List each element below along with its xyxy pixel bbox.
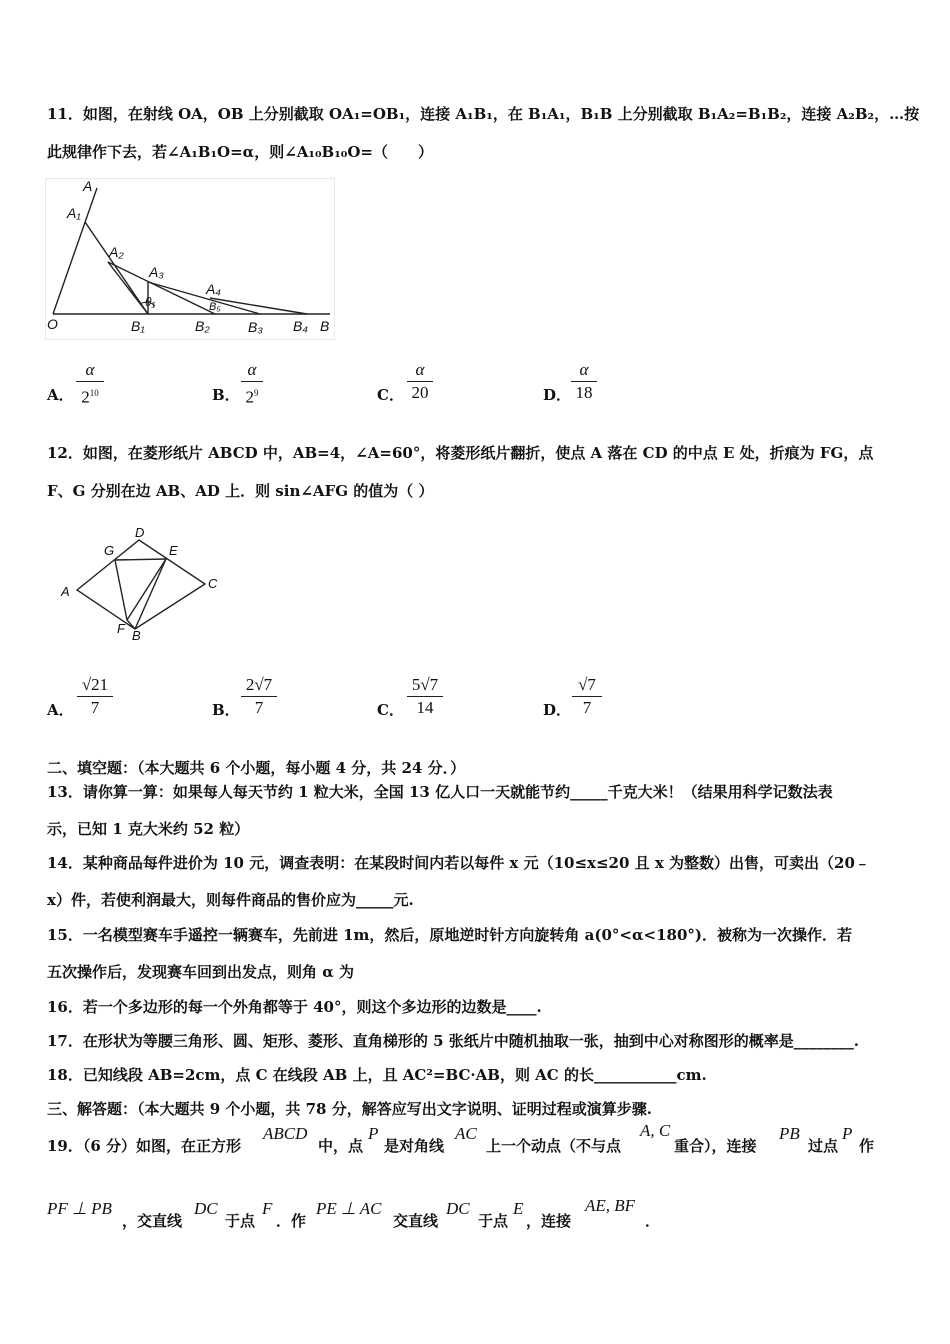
q14-line1: 14．某种商品每件进价为 10 元，调查表明：在某段时间内若以每件 x 元（10≤x≤20 且 x 为整数）出售，可卖出（20﹣	[47, 854, 870, 872]
segment-a4b4	[210, 298, 307, 314]
q19-text-11: 交直线	[393, 1212, 439, 1230]
q15-line2: 五次操作后，发现赛车回到出发点，则角 α 为	[47, 963, 354, 981]
label-D: D	[135, 525, 145, 540]
q11-option-d-fraction[interactable]	[571, 360, 597, 403]
label-A: A	[61, 584, 70, 599]
q12-option-a-label[interactable]: A．	[47, 701, 74, 719]
label-B5: B₅	[209, 301, 221, 313]
denominator: 7	[90, 698, 100, 717]
label-A1: A₁	[67, 205, 81, 221]
q11-option-b-fraction[interactable]	[241, 360, 263, 408]
q19-math-pb: PB	[779, 1124, 800, 1143]
q19-text-9: 于点	[225, 1212, 256, 1230]
denominator: 2	[81, 387, 90, 407]
label-B: B	[132, 628, 141, 643]
label-B4: B₄	[293, 318, 308, 334]
exponent: 10	[89, 388, 99, 398]
label-theta: θ₁	[145, 295, 156, 309]
q19-text-14: ．	[645, 1212, 661, 1230]
q12-line2: F、G 分别在边 AB、AD 上．则 sin∠AFG 的值为（ ）	[47, 482, 434, 500]
q19-math-dc2: DC	[446, 1199, 470, 1218]
q19-text-8: ，交直线	[122, 1212, 183, 1230]
label-E: E	[169, 543, 178, 558]
q11-option-a-label[interactable]: A．	[47, 386, 74, 404]
q12-option-b-label[interactable]: B．	[212, 701, 240, 719]
segment-ge	[115, 559, 166, 560]
denominator: 18	[575, 383, 593, 402]
denominator: 7	[254, 698, 264, 717]
q19-math-e: E	[513, 1199, 524, 1218]
q12-option-b-fraction[interactable]	[241, 675, 277, 718]
q12-option-a-fraction[interactable]	[77, 675, 113, 718]
q19-math-p2: P	[842, 1124, 853, 1143]
label-B: B	[320, 318, 330, 334]
label-A: A	[83, 178, 93, 194]
q19-math-a-c: A, C	[640, 1121, 671, 1140]
denominator: 2	[245, 387, 254, 407]
q19-text-12: 于点	[478, 1212, 509, 1230]
label-A4: A₄	[206, 281, 221, 297]
q19-text-1: 19．（6 分）如图，在正方形	[47, 1137, 242, 1155]
segment-a2b1	[108, 262, 148, 314]
q19-text-6: 过点	[808, 1137, 839, 1155]
segment-gf	[115, 560, 127, 620]
q11-option-c-label[interactable]: C．	[377, 386, 404, 404]
q16: 16．若一个多边形的每一个外角都等于 40°，则这个多边形的边数是____.	[47, 998, 542, 1016]
q11-line1: 11．如图，在射线 OA，OB 上分别截取 OA₁=OB₁，连接 A₁B₁，在 B₁A₁，B₁B 上分别截取 B₁A₂=B₁B₂，连接 A₂B₂，…按	[47, 105, 920, 123]
q12-figure	[55, 522, 230, 647]
q11-option-b-label[interactable]: B．	[212, 386, 240, 404]
numerator: √21	[81, 675, 109, 694]
q17: 17．在形状为等腰三角形、圆、矩形、菱形、直角梯形的 5 张纸片中随机抽取一张，抽到中心对称图形的概率是________.	[47, 1032, 859, 1050]
q15-line1: 15．一名模型赛车手遥控一辆赛车，先前进 1m，然后，原地逆时针方向旋转角 a(0°<α<180°)．被称为一次操作．若	[47, 926, 852, 944]
q11-option-a-fraction[interactable]	[76, 360, 104, 408]
segment-a1b1	[85, 222, 148, 314]
label-F: F	[117, 621, 125, 636]
segment-ef	[127, 559, 166, 620]
q19-math-abcd: ABCD	[263, 1124, 308, 1143]
q19-math-pe-perp-ac: PE ⊥ AC	[316, 1199, 382, 1218]
q19-text-7: 作	[859, 1137, 875, 1155]
denominator: 7	[582, 698, 592, 717]
q14-line2: x）件，若使利润最大，则每件商品的售价应为_____元.	[47, 891, 414, 909]
q19-math-ae-bf: AE, BF	[585, 1196, 636, 1215]
label-O: O	[47, 316, 58, 332]
label-B1: B₁	[131, 318, 145, 334]
q11-line2: 此规律作下去，若∠A₁B₁O=α，则∠A₁₀B₁₀O=（ ）	[47, 143, 434, 161]
q19-text-13: ，连接	[526, 1212, 572, 1230]
q19-math-dc: DC	[194, 1199, 218, 1218]
q12-option-d-label[interactable]: D．	[543, 701, 572, 719]
label-G: G	[104, 543, 115, 558]
numerator: α	[415, 360, 425, 379]
q11-option-d-label[interactable]: D．	[543, 386, 572, 404]
q19-math-ac: AC	[455, 1124, 477, 1143]
section3-heading: 三、解答题：（本大题共 9 个小题，共 78 分，解答应写出文字说明、证明过程或演算步骤.	[47, 1100, 652, 1118]
section2-heading: 二、填空题：（本大题共 6 个小题，每小题 4 分，共 24 分．）	[47, 759, 466, 777]
q19-text-3: 是对角线	[384, 1137, 445, 1155]
numerator: α	[247, 360, 257, 379]
q11-option-c-fraction[interactable]	[407, 360, 433, 403]
numerator: √7	[578, 675, 596, 694]
q19-math-p: P	[368, 1124, 379, 1143]
numerator: α	[85, 360, 95, 379]
q12-option-c-label[interactable]: C．	[377, 701, 404, 719]
label-A2: A₂	[109, 244, 124, 260]
exponent: 9	[254, 388, 259, 398]
q19-text-2: 中，点	[318, 1137, 364, 1155]
q19-text-10: ．作	[276, 1212, 307, 1230]
label-B2: B₂	[195, 318, 210, 334]
q19-math-f: F	[262, 1199, 273, 1218]
numerator: α	[579, 360, 589, 379]
q19-math-pf-perp-pb: PF ⊥ PB	[47, 1199, 112, 1218]
q12-line1: 12．如图，在菱形纸片 ABCD 中，AB=4，∠A=60°，将菱形纸片翻折，使点 A 落在 CD 的中点 E 处，折痕为 FG，点	[47, 444, 874, 462]
numerator: 5√7	[411, 675, 439, 694]
denominator: 14	[416, 698, 434, 717]
q13-line1: 13．请你算一算：如果每人每天节约 1 粒大米，全国 13 亿人口一天就能节约_____千克大米！（结果用科学记数法表	[47, 783, 833, 801]
q19-text-5: 重合），连接	[674, 1137, 757, 1155]
q18: 18．已知线段 AB=2cm，点 C 在线段 AB 上，且 AC²=BC·AB，则 AC 的长___________cm.	[47, 1066, 707, 1084]
q13-line2: 示，已知 1 克大米约 52 粒）	[47, 820, 250, 838]
q19-text-4: 上一个动点（不与点	[486, 1137, 622, 1155]
denominator: 20	[411, 383, 429, 402]
q11-figure	[45, 178, 335, 340]
numerator: 2√7	[245, 675, 273, 694]
label-B3: B₃	[248, 319, 263, 335]
label-A3: A₃	[149, 264, 164, 280]
q12-option-d-fraction[interactable]	[572, 675, 602, 718]
q12-option-c-fraction[interactable]	[407, 675, 443, 718]
label-C: C	[208, 576, 218, 591]
